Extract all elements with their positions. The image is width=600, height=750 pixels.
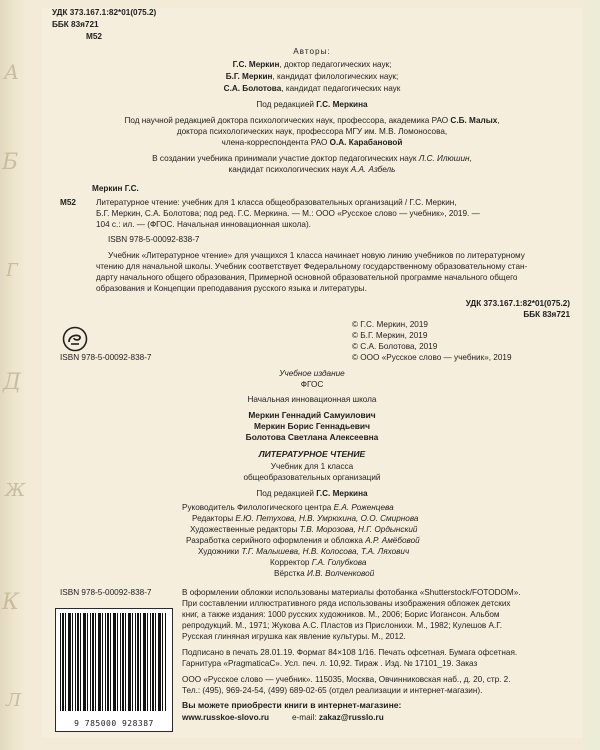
catalog-line-2: Б.Г. Меркин, С.А. Болотова; под ред. Г.С. Меркина. — М.: ООО «Русское слово — учебник», 2019. —	[96, 209, 480, 218]
catalog-mark: М52	[60, 198, 76, 207]
certification-logo-icon	[62, 326, 88, 352]
scientific-editor-line-1: Под научной редакцией доктора психологических наук, профессора, академика РАО С.Б. Малых,	[124, 116, 500, 125]
copyright-isbn: ISBN 978-5-00092-838-7	[60, 353, 152, 362]
udk-code-right: УДК 373.167.1:82*01(075.2)	[465, 299, 570, 308]
book-title: ЛИТЕРАТУРНОЕ ЧТЕНИЕ	[258, 449, 366, 459]
credit-line-4: Разработка серийного оформления и обложка А.Р. Амёбовой	[186, 536, 420, 545]
book-subtitle-2: общеобразовательных организаций	[243, 473, 381, 482]
participants-line-2: кандидат психологических наук А.А. Азбель	[228, 165, 396, 174]
book-subtitle-1: Учебник для 1 класса	[270, 462, 354, 471]
email-contact: e-mail: zakaz@russlo.ru	[292, 713, 384, 722]
barcode-bars	[60, 613, 166, 711]
shop-heading: Вы можете приобрести книги в интернет-магазине:	[182, 700, 402, 710]
print-line-2: Гарнитура «PragmaticaC». Усл. печ. л. 10,92. Тираж . Изд. № 17101_19. Заказ	[182, 659, 478, 668]
udk-code: УДК 373.167.1:82*01(075.2)	[52, 8, 157, 17]
imprint-line-5: Русская глиняная игрушка как явление культуры. М., 2012.	[182, 632, 406, 641]
site-link[interactable]: www.russkoe-slovo.ru	[182, 713, 270, 722]
credit-line-3: Художественные редакторы Т.В. Морозова, Н.Г. Ордынский	[190, 525, 418, 534]
edition-fgos: ФГОС	[300, 380, 324, 389]
publisher-line-1: ООО «Русское слово — учебник». 115035, Москва, Овчинниковская наб., д. 20, стр. 2.	[182, 675, 511, 684]
credit-line-1: Руководитель Филологического центра Е.А. Роженцева	[182, 503, 394, 512]
annotation-line-2: чтению для начальной школы. Учебник соответствует Федеральному государственному образовательному стан-	[96, 262, 528, 271]
author-line-2: Б.Г. Меркин, кандидат филологических наук;	[225, 72, 399, 81]
barcode	[55, 608, 173, 732]
barcode-digits: 9 785000 928387	[74, 719, 154, 728]
left-decorative-strip: А Б Г Д Ж К Л	[0, 0, 26, 750]
full-author-2: Меркин Борис Геннадьевич	[254, 421, 370, 431]
copyright-line-2: © Б.Г. Меркин, 2019	[352, 331, 428, 340]
email-link[interactable]: zakaz@russlo.ru	[318, 713, 384, 722]
full-author-3: Болотова Светлана Алексеевна	[245, 432, 379, 442]
annotation-line-3: дарту начального общего образования, Примерной основной образовательной программе начального общего	[96, 273, 518, 282]
author-line-3: С.А. Болотова, кандидат педагогических наук	[223, 84, 401, 93]
editor-line: Под редакцией Г.С. Меркина	[256, 100, 368, 109]
barcode-isbn: ISBN 978-5-00092-838-7	[60, 588, 152, 597]
catalog-line-3: 104 с.: ил. — (ФГОС. Начальная инновационная школа).	[96, 220, 311, 229]
edition-editor: Под редакцией Г.С. Меркина	[256, 489, 368, 498]
credit-line-5: Художники Т.Г. Малышева, Н.В. Колосова, Т.А. Ляхович	[198, 547, 410, 556]
credit-line-2: Редакторы Е.Ю. Петухова, Н.В. Умрюхина, О.О. Смирнова	[192, 514, 419, 523]
full-author-1: Меркин Геннадий Самуилович	[248, 410, 376, 420]
catalog-line-1: Литературное чтение: учебник для 1 класса общеобразовательных организаций / Г.С. Меркин,	[96, 198, 457, 207]
bbk-code-right: ББК 83я721	[523, 310, 570, 319]
credit-line-6: Корректор Г.А. Голубкова	[270, 558, 367, 567]
imprint-page	[42, 8, 582, 738]
authors-heading: Авторы:	[293, 47, 331, 56]
participants-line-1: В создании учебника принимали участие доктор педагогических наук Л.С. Илюшин,	[152, 154, 472, 163]
annotation-line-1: Учебник «Литературное чтение» для учащихся 1 класса начинает новую линию учебников по литературному	[108, 251, 525, 260]
print-line-1: Подписано в печать 28.01.19. Формат 84×108 1/16. Печать офсетная. Бумага офсетная.	[182, 648, 518, 657]
imprint-line-1: В оформлении обложки использованы материалы фотобанка «Shutterstock/FOTODOM».	[182, 588, 521, 597]
imprint-line-4: репродукций. М., 1971; Жукова А.С. Пластов из Прислонихи. М., 1982; Кулешов А.Г.	[182, 621, 502, 630]
copyright-line-4: © ООО «Русское слово — учебник», 2019	[352, 353, 512, 362]
imprint-line-3: книг, а также издания: 1000 русских художников. М., 2006; Борис Иогансон. Альбом	[182, 610, 500, 619]
copyright-line-1: © Г.С. Меркин, 2019	[352, 320, 428, 329]
scientific-editor-line-3: члена-корреспондента РАО О.А. Карабановой	[221, 138, 403, 147]
edition-series: Начальная инновационная школа	[247, 395, 377, 404]
scientific-editor-line-2: доктора психологических наук, профессора МГУ им. М.В. Ломоносова,	[176, 127, 448, 136]
imprint-line-2: При составлении иллюстративного ряда использованы изображения обложек детских	[182, 599, 511, 608]
credit-line-7: Вёрстка И.В. Волченковой	[274, 569, 375, 578]
catalog-isbn: ISBN 978-5-00092-838-7	[108, 235, 200, 244]
catalog-author: Меркин Г.С.	[92, 184, 139, 193]
bbk-code: ББК 83я721	[52, 20, 99, 29]
publisher-line-2: Тел.: (495), 969-24-54, (499) 689-02-65 (отдел реализации и интернет-магазин).	[182, 686, 483, 695]
author-mark: М52	[86, 32, 102, 41]
annotation-line-4: образования и Концепции преподавания русского языка и литературы.	[96, 284, 367, 293]
author-line-1: Г.С. Меркин, доктор педагогических наук;	[232, 60, 392, 69]
copyright-line-3: © С.А. Болотова, 2019	[352, 342, 438, 351]
edition-type: Учебное издание	[279, 369, 345, 378]
